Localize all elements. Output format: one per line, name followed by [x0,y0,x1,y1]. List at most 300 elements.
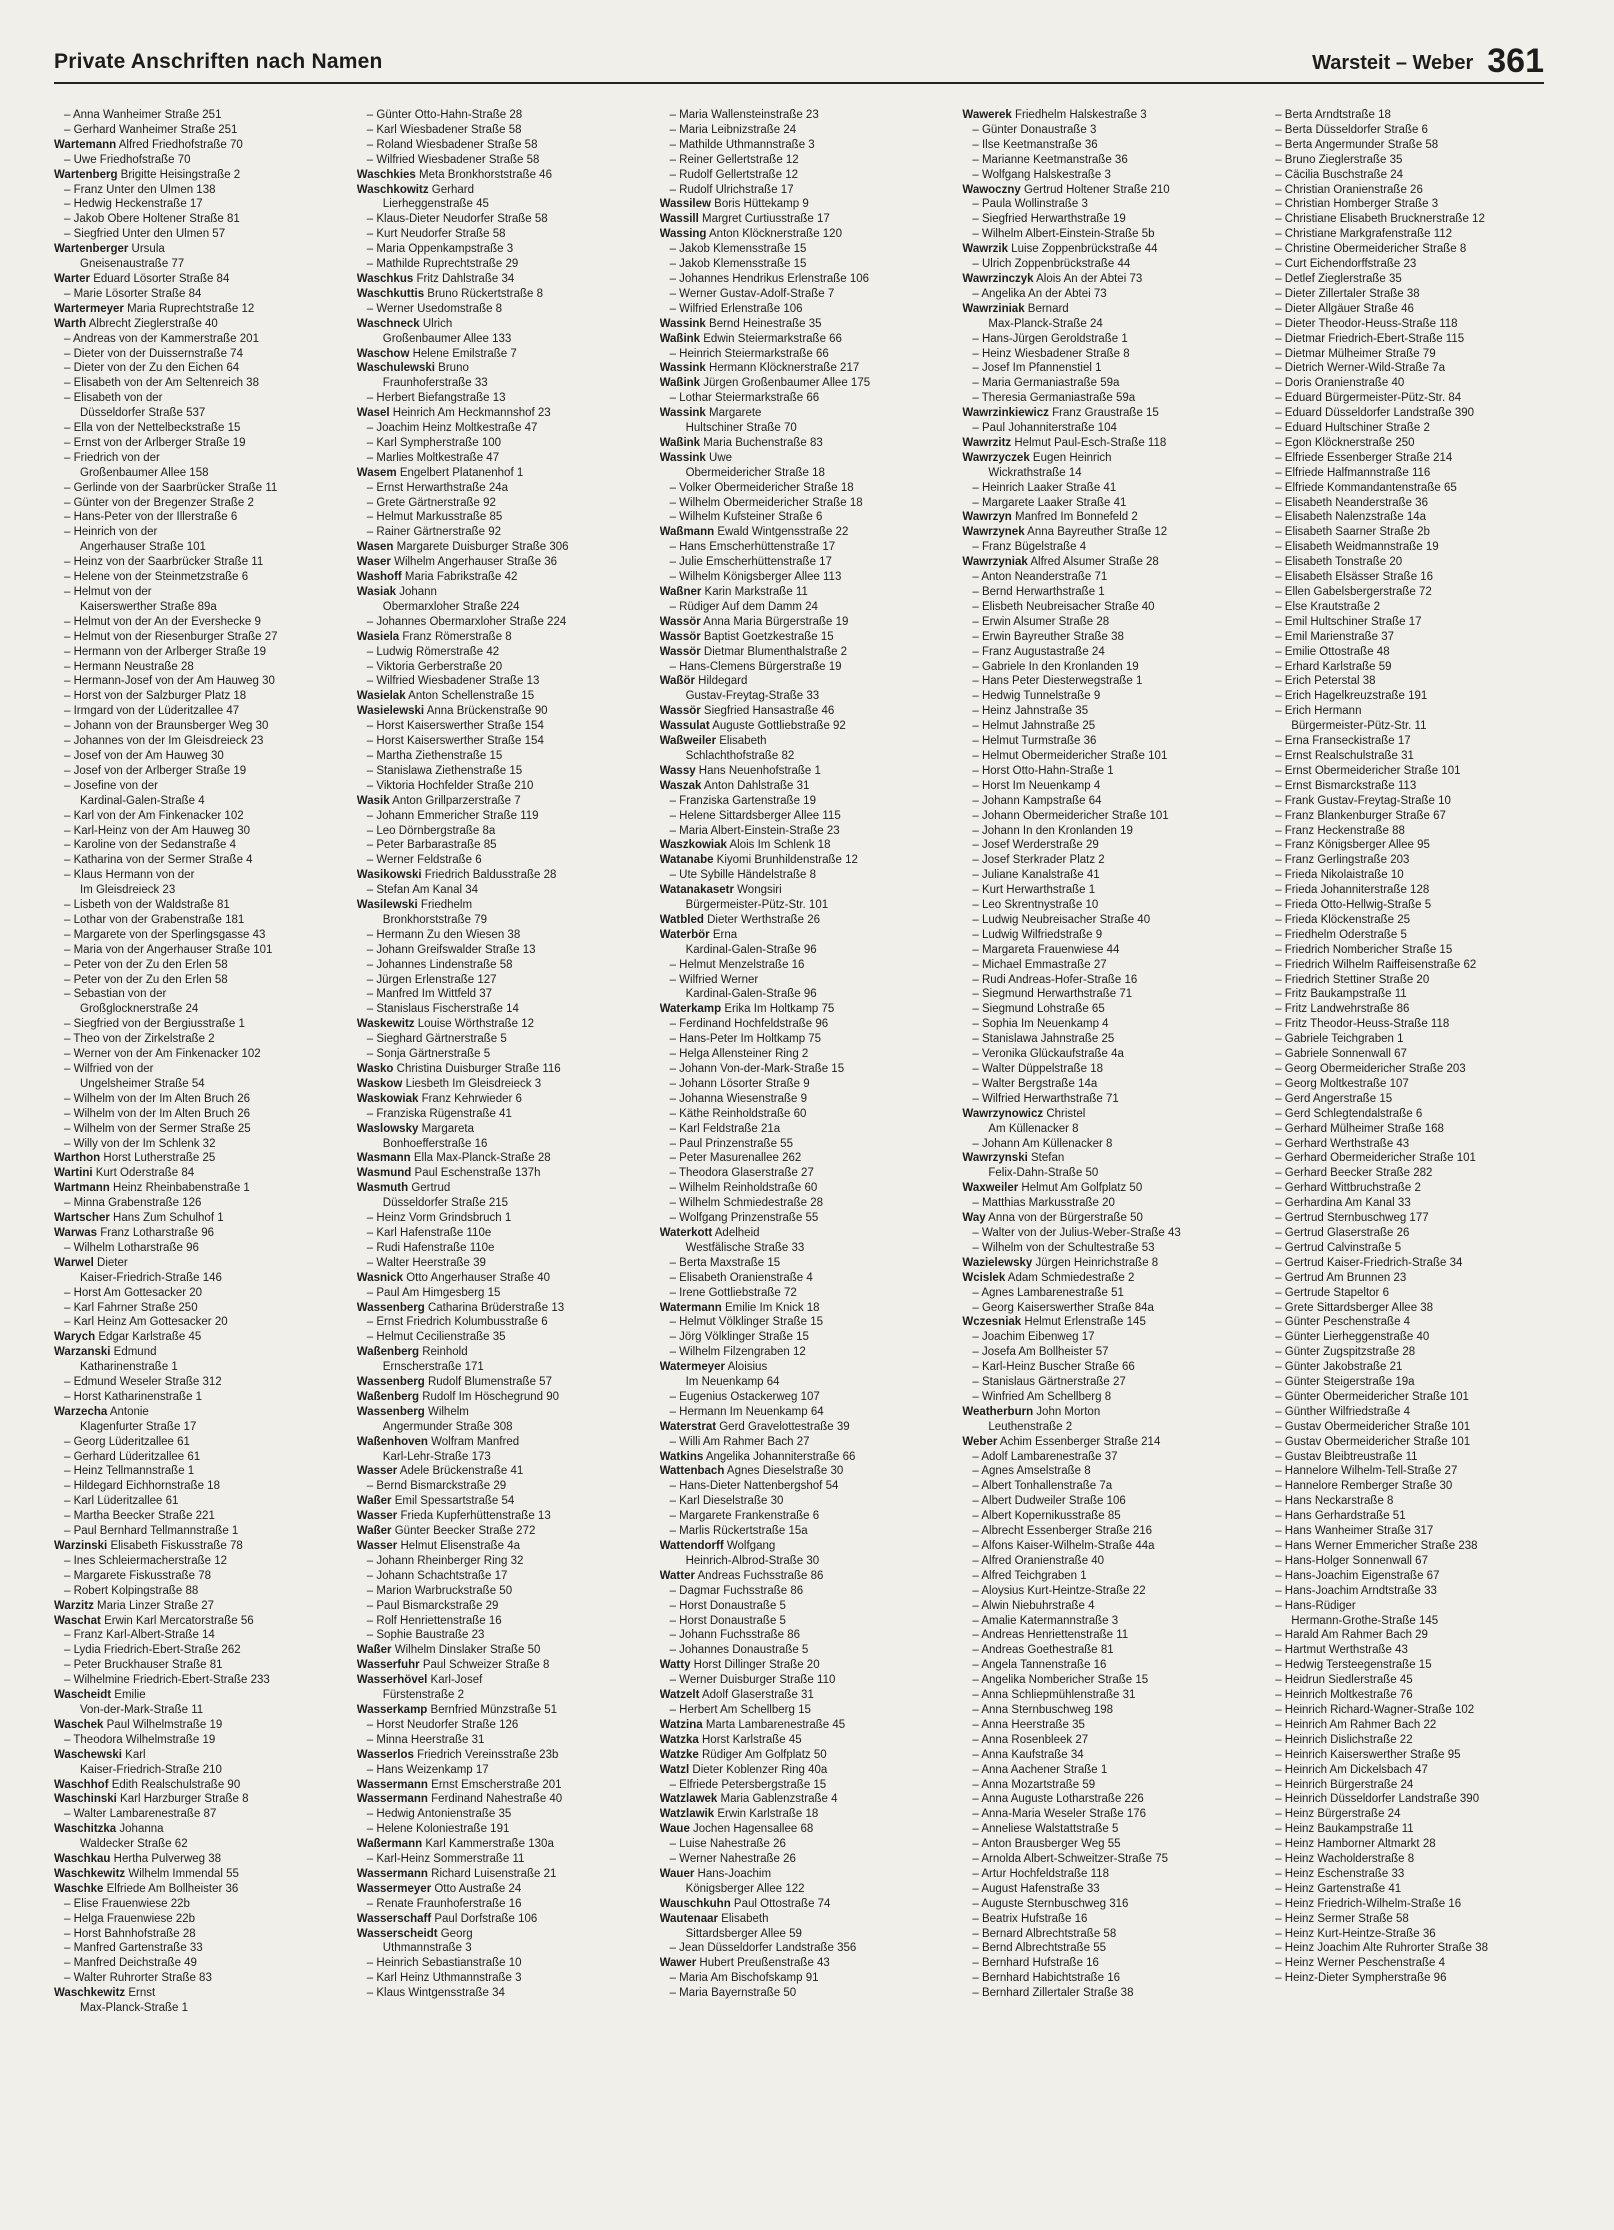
directory-entry: Wasikowski Friedrich Baldusstraße 28 [356,869,557,882]
directory-entry: Waschinski Karl Harzburger Straße 8 [54,1793,249,1806]
directory-entry: Wasserscheidt Georg Uthmannstraße 3 [357,1927,636,1957]
directory-entry: – Doris Oranienstraße 40 [1275,377,1405,390]
directory-entry: – Ernst Herwarthstraße 24a [366,481,509,494]
directory-entry: – Albert Kopernikusstraße 85 [972,1510,1121,1523]
directory-entry: – Ute Sybille Händelstraße 8 [669,869,816,882]
directory-entry: Waschke Elfriede Am Bollheister 36 [54,1882,239,1895]
directory-entry: – Rolf Henriettenstraße 16 [366,1614,502,1627]
directory-entry: Warzanski Edmund Katharinenstraße 1 [54,1345,333,1375]
surname: Watbled [659,913,704,926]
directory-entry: – Erich Hagelkreuzstraße 191 [1275,690,1428,703]
directory-entry: – Elfriede Essenberger Straße 214 [1275,451,1453,464]
directory-entry: – Karl Heinz Am Gottesacker 20 [64,1316,228,1329]
directory-entry: – Johann In den Kronlanden 19 [972,824,1133,837]
surname: Wattenbach [659,1465,725,1478]
address-continuation: Gustav-Freytag-Straße 33 [685,690,820,703]
directory-entry: Watty Horst Dillinger Straße 20 [659,1659,820,1672]
directory-entry: – Johann Am Küllenacker 8 [972,1137,1113,1150]
directory-entry: Wattendorff Wolfgang Heinrich-Albrod-Straße 30 [660,1539,939,1569]
directory-entry: – Heinz Wacholderstraße 8 [1275,1853,1415,1866]
directory-entry: Warzecha Antonie Klagenfurter Straße 17 [54,1405,333,1435]
directory-entry: – Johanna Wiesenstraße 9 [669,1092,808,1105]
directory-entry: – Helmut von der Kaiserswerther Straße 89a [54,585,333,615]
directory-entry: – Gerhard Wittbruchstraße 2 [1275,1182,1421,1195]
address-continuation: Im Gleisdreieck 23 [80,884,176,897]
directory-entry: – Alfred Teichgraben 1 [972,1569,1087,1582]
surname: Wartscher [54,1212,110,1225]
surname: Wartenberger [54,243,129,256]
address-continuation: Gneisenaustraße 77 [80,258,185,271]
directory-entry: – Gertrud Calvinstraße 5 [1275,1241,1402,1254]
directory-entry: Wassenberg Rudolf Blumenstraße 57 [356,1376,552,1389]
directory-entry: Wasser Frieda Kupferhüttenstraße 13 [356,1510,551,1523]
directory-entry: – Ferdinand Hochfeldstraße 96 [669,1018,829,1031]
directory-entry: – Albert Dudweiler Straße 106 [972,1495,1126,1508]
directory-entry: – Wolfgang Halskestraße 3 [972,168,1111,181]
directory-entry: – Paul Am Himgesberg 15 [366,1286,501,1299]
directory-entry: – Amalie Katermannstraße 3 [972,1614,1119,1627]
address-continuation: Fürstenstraße 2 [382,1689,464,1702]
directory-entry: – Heinrich Moltkestraße 76 [1275,1689,1413,1702]
directory-entry: – Friedrich von der Großenbaumer Allee 158 [54,451,333,481]
directory-entry: Watzlawik Erwin Karlstraße 18 [659,1808,819,1821]
surname: Waschkies [356,168,416,181]
directory-entry: – Ella von der Nettelbeckstraße 15 [64,422,241,435]
directory-entry: – Siegmund Lohstraße 65 [972,1003,1105,1016]
directory-entry: – Gertrud Kaiser-Friedrich-Straße 34 [1275,1256,1463,1269]
directory-entry: – Berta Maxstraße 15 [669,1256,781,1269]
directory-entry: – Johannes Donaustraße 5 [669,1644,809,1657]
directory-entry: Waßör Hildegard Gustav-Freytag-Straße 33 [660,674,939,704]
surname: Watter [659,1569,695,1582]
directory-entry: – Emilie Ottostraße 48 [1275,645,1390,658]
directory-entry: – Siegmund Herwarthstraße 71 [972,988,1133,1001]
directory-entry: – Gerhard Mülheimer Straße 168 [1275,1122,1444,1135]
directory-entry: Wassulat Auguste Gottliebstraße 92 [659,720,846,733]
directory-entry: – Winfried Am Schellberg 8 [972,1390,1112,1403]
surname: Wasielewski [356,705,425,718]
directory-entry: – Christian Oranienstraße 26 [1275,183,1423,196]
directory-entry: – Angelika An der Abtei 73 [972,287,1107,300]
surname: Wazielewsky [962,1256,1033,1269]
directory-entry: – Elisabeth Neanderstraße 36 [1275,496,1428,509]
surname: Wattendorff [659,1540,724,1552]
directory-entry: Warych Edgar Karlstraße 45 [54,1331,202,1344]
directory-entry: Wassermann Ernst Emscherstraße 201 [356,1778,562,1791]
directory-entry: Wawrzyniak Alfred Alsumer Straße 28 [962,556,1159,569]
directory-entry: – Heidrun Siedlerstraße 45 [1275,1674,1413,1687]
directory-entry: – Elisabeth Oranienstraße 4 [669,1271,813,1284]
directory-entry: – Bernd Albrechtstraße 55 [972,1942,1106,1955]
directory-entry: – Heinz Vorm Grindsbruch 1 [366,1212,512,1225]
directory-entry: – Heinz Kurt-Heintze-Straße 36 [1275,1927,1436,1940]
directory-entry: Waszak Anton Dahlstraße 31 [659,779,810,792]
directory-entry: – Anna Mozartstraße 59 [972,1778,1096,1791]
surname: Warwel [54,1256,94,1269]
surname: Wassenberg [356,1405,425,1418]
directory-entry: Wasser Adele Brückenstraße 41 [356,1465,524,1478]
directory-entry: – Walter Bergstraße 14a [972,1077,1098,1090]
address-continuation: Im Neuenkamp 64 [685,1376,780,1389]
directory-entry: – Minna Grabenstraße 126 [64,1197,202,1210]
surname: Wassör [659,645,701,658]
directory-entry: – Cäcilia Buschstraße 24 [1275,168,1404,181]
directory-entry: – Günter Jakobstraße 21 [1275,1361,1403,1374]
surname: Wassermann [356,1778,428,1791]
directory-entry: Waschek Paul Wilhelmstraße 19 [54,1718,223,1731]
surname: Waschulewski [356,362,435,375]
surname: Warter [54,272,90,285]
directory-entry: Waßmann Ewald Wintgensstraße 22 [659,526,849,539]
directory-entry: – Margarete Frankenstraße 6 [669,1510,820,1523]
directory-entry: – Bernhard Hufstraße 16 [972,1957,1099,1970]
surname: Wasem [356,466,397,479]
directory-entry: – Wilhelm Lotharstraße 96 [64,1241,199,1254]
directory-entry: Watzke Rüdiger Am Golfplatz 50 [659,1748,827,1761]
surname: Watzke [659,1748,699,1761]
directory-entry: – Jean Düsseldorfer Landstraße 356 [669,1942,857,1955]
directory-entry: – Ernst Bismarckstraße 113 [1275,779,1417,792]
address-continuation: Königsberger Allee 122 [685,1882,805,1895]
directory-entry: – Gerhard Beecker Straße 282 [1275,1167,1433,1180]
surname: Wascheidt [54,1689,112,1702]
surname: Watty [659,1659,691,1672]
directory-entry: – Dieter Zillertaler Straße 38 [1275,287,1420,300]
directory-entry: – Anton Neanderstraße 71 [972,571,1108,584]
address-continuation: Felix-Dahn-Straße 50 [988,1167,1099,1180]
directory-entry: – Sebastian von der Großglocknerstraße 24 [54,987,333,1017]
directory-entry: – Manfred Gartenstraße 33 [64,1942,203,1955]
directory-entry: Wattenbach Agnes Dieselstraße 30 [659,1465,844,1478]
directory-entry: Wasmund Paul Eschenstraße 137h [356,1167,541,1180]
directory-entry: Waßermann Karl Kammerstraße 130a [356,1838,554,1851]
directory-entry: Wassink Margarete Hultschiner Straße 70 [660,406,939,436]
directory-entry: Waschkuttis Bruno Rückertstraße 8 [356,287,543,300]
directory-entry: – Georg Moltkestraße 107 [1275,1077,1409,1090]
directory-entry: – Heinrich Bürgerstraße 24 [1275,1778,1414,1791]
directory-entry: – Siegfried Herwarthstraße 19 [972,213,1126,226]
directory-entry: – Anneliese Walstattstraße 5 [972,1823,1119,1836]
directory-entry: – Siegfried Unter den Ulmen 57 [64,228,226,241]
surname: Waschkau [54,1853,111,1866]
surname: Wauschkuhn [659,1897,731,1910]
address-continuation: Am Küllenacker 8 [988,1122,1079,1135]
directory-entry: Waskowiak Franz Kehrwieder 6 [356,1092,522,1105]
directory-entry: – Anna Rosenbleek 27 [972,1733,1089,1746]
surname: Wassilew [659,198,711,211]
directory-entry: – Anna Schliepmühlenstraße 31 [972,1689,1136,1702]
surname: Wawrzinkiewicz [962,407,1049,420]
surname: Wartemann [54,138,117,151]
directory-entry: – Robert Kolpingstraße 88 [64,1584,199,1597]
directory-entry: – Viktoria Hochfelder Straße 210 [366,779,534,792]
address-continuation: Heinrich-Albrod-Straße 30 [685,1554,820,1567]
directory-entry: – Johann Lösorter Straße 9 [669,1077,810,1090]
directory-entry: Weber Achim Essenberger Straße 214 [962,1435,1161,1448]
directory-entry: – Anna Kaufstraße 34 [972,1748,1084,1761]
directory-entry: – Erich Hermann Bürgermeister-Pütz-Str. 11 [1265,704,1544,734]
directory-entry: – Peter Bruckhauser Straße 81 [64,1659,223,1672]
directory-entry: – Gustav Bleibtreustraße 11 [1275,1450,1418,1463]
directory-entry: – Hans-Clemens Bürgerstraße 19 [669,660,842,673]
directory-entry: – Sieghard Gärtnerstraße 5 [366,1033,507,1046]
address-continuation: Obermarxloher Straße 224 [382,600,520,613]
directory-entry: – Sonja Gärtnerstraße 5 [366,1048,491,1061]
surname: Waszkowiak [659,839,727,852]
directory-entry: – Detlef Zieglerstraße 35 [1275,272,1402,285]
directory-entry: – Hannelore Wilhelm-Tell-Straße 27 [1275,1465,1458,1478]
directory-entry: – Johann Rheinberger Ring 32 [366,1554,524,1567]
directory-entry: – Beatrix Hufstraße 16 [972,1912,1088,1925]
directory-entry: Wassilew Boris Hüttekamp 9 [659,198,809,211]
directory-entry: – Eugenius Ostackerweg 107 [669,1390,820,1403]
directory-entry: – Bernd Herwarthstraße 1 [972,586,1105,598]
directory-entry: – Werner Usedomstraße 8 [366,302,503,315]
surname: Wasmann [356,1152,411,1165]
directory-entry: – Franz Unter den Ulmen 138 [64,183,216,196]
directory-entry: – Ilse Keetmanstraße 36 [972,138,1098,151]
directory-entry: – Ernst Obermeidericher Straße 101 [1275,764,1461,777]
directory-entry: – Hans Weizenkamp 17 [366,1763,489,1776]
directory-entry: – Michael Emmastraße 27 [972,958,1107,971]
directory-entry: Warwel Dieter Kaiser-Friedrich-Straße 146 [54,1256,333,1286]
directory-entry: – Georg Lüderitzallee 61 [64,1435,190,1448]
directory-entry: – Emil Marienstraße 37 [1275,630,1395,643]
directory-entry: – Günter Zugspitzstraße 28 [1275,1346,1416,1359]
directory-entry: – Wilhelm Königsberger Allee 113 [669,571,842,584]
directory-entry: – Arnolda Albert-Schweitzer-Straße 75 [972,1853,1168,1866]
directory-entry: Wartmann Heinz Rheinbabenstraße 1 [54,1182,250,1195]
directory-entry: – Franz Karl-Albert-Straße 14 [64,1629,215,1642]
directory-entry: – Christiane Markgrafenstraße 112 [1275,228,1453,241]
directory-entry: – Franz Heckenstraße 88 [1275,824,1405,837]
directory-entry: – Reiner Gellertstraße 12 [669,153,799,166]
directory-entry: – Karl von der Am Finkenacker 102 [64,809,244,822]
directory-entry: – Peter von der Zu den Erlen 58 [64,958,228,971]
surname: Waue [659,1823,690,1836]
directory-entry: – Günther Wilfriedstraße 4 [1275,1405,1411,1418]
column-5 [1265,108,1544,2208]
directory-entry: – Friedhelm Oderstraße 5 [1275,928,1407,941]
directory-entry: – Ludwig Wilfriedstraße 9 [972,928,1103,941]
directory-entry: – Rainer Gärtnerstraße 92 [366,526,502,539]
directory-entry: – Dieter Theodor-Heuss-Straße 118 [1275,317,1458,330]
surname: Watzl [659,1763,690,1776]
surname: Wasko [356,1063,394,1075]
directory-entry: Waßink Maria Buchenstraße 83 [659,436,823,449]
directory-entry: Wauschkuhn Paul Ottostraße 74 [659,1897,831,1910]
directory-entry: – Johannes Lindenstraße 58 [366,958,513,971]
directory-entry: – Wilhelm von der Sermer Straße 25 [64,1122,251,1135]
directory-entry: – Horst Neudorfer Straße 126 [366,1718,519,1731]
directory-entry: – Dietmar Mülheimer Straße 79 [1275,347,1436,360]
surname: Wassermann [356,1793,428,1806]
directory-entry: – Wilhelm Albert-Einstein-Straße 5b [972,228,1155,241]
page-number: 361 [1487,42,1544,80]
directory-entry: – Jakob Obere Holtener Straße 81 [64,213,240,226]
directory-entry: Waßweiler Elisabeth Schlachthofstraße 82 [660,734,939,764]
surname: Wawrzinczyk [962,272,1034,285]
directory-entry: Watzelt Adolf Glaserstraße 31 [659,1689,814,1702]
surname: Watkins [659,1450,704,1463]
directory-entry: – Erich Peterstal 38 [1275,675,1376,688]
directory-entry: – Rudolf Ulrichstraße 17 [669,183,794,196]
directory-entry: – Günter Peschenstraße 4 [1275,1316,1411,1329]
surname: Wawrzynek [962,526,1025,539]
directory-entry: – Horst Katharinenstraße 1 [64,1390,203,1403]
directory-entry: – Hermann-Josef von der Am Hauweg 30 [64,675,275,688]
directory-entry: – Albrecht Essenberger Straße 216 [972,1525,1153,1538]
directory-entry: – Stanislawa Ziethenstraße 15 [366,764,523,777]
directory-entry: – Walter von der Julius-Weber-Straße 43 [972,1226,1181,1239]
directory-entry: – Maria Oppenkampstraße 3 [366,243,514,256]
directory-entry: Waschkau Hertha Pulverweg 38 [54,1853,222,1866]
directory-entry: – Günter Steigerstraße 19a [1275,1376,1415,1389]
directory-entry: Wawrzinczyk Alois An der Abtei 73 [962,272,1143,285]
directory-entry: – Mathilde Uthmannstraße 3 [669,138,815,151]
directory-entry: Wawrzyn Manfred Im Bonnefeld 2 [962,511,1138,524]
directory-entry: – Bernd Bismarckstraße 29 [366,1480,507,1493]
surname: Waßer [356,1525,392,1538]
directory-entry: Wassör Dietmar Blumenthalstraße 2 [659,645,848,658]
address-continuation: Karl-Lehr-Straße 173 [382,1450,491,1463]
surname: Waser [356,556,391,569]
surname: Watanakasetr [659,884,734,897]
directory-entry: – Maria Am Bischofskamp 91 [669,1972,819,1985]
directory-entry: – Karl Heinz Uthmannstraße 3 [366,1972,522,1985]
surname: Waßink [659,377,701,390]
surname: Wawrzynski [962,1152,1028,1165]
directory-entry: – Anton Brausberger Weg 55 [972,1838,1121,1851]
directory-entry: – Wilhelm von der Im Alten Bruch 26 [64,1107,250,1120]
directory-entry: – Rudolf Gellertstraße 12 [669,168,799,181]
directory-entry: Waßink Jürgen Großenbaumer Allee 175 [659,377,871,390]
directory-entry: – Frieda Nikolaistraße 10 [1275,869,1404,882]
surname: Wasserkamp [356,1703,428,1716]
surname: Wasnick [356,1271,404,1284]
surname: Wawrzyn [962,511,1012,524]
directory-entry: – Katharina von der Sermer Straße 4 [64,854,253,867]
address-continuation: Von-der-Mark-Straße 11 [80,1703,204,1716]
directory-entry: – Jakob Klemensstraße 15 [669,243,807,256]
directory-entry: – Josef Im Pfannenstiel 1 [972,362,1102,375]
directory-entry: – Gerhard Obermeidericher Straße 101 [1275,1152,1476,1165]
surname: Waschkowitz [356,183,429,196]
directory-entry: – Dieter Allgäuer Straße 46 [1275,302,1414,315]
directory-entry: – Hartmut Werthstraße 43 [1275,1644,1408,1657]
directory-entry: – Friedrich Stettiner Straße 20 [1275,973,1430,986]
surname: Wczesniak [962,1316,1022,1329]
directory-entry: – Hans Werner Emmericher Straße 238 [1275,1540,1478,1552]
directory-entry: – Gerhard Lüderitzallee 61 [64,1450,201,1463]
directory-entry: – Wilhelm von der Schultestraße 53 [972,1241,1155,1254]
surname: Waßink [659,332,701,345]
directory-entry: – Rüdiger Auf dem Damm 24 [669,600,818,613]
directory-entry: – Heinrich von der Angerhauser Straße 101 [54,525,333,555]
surname: Waßermann [356,1838,423,1851]
directory-entry: – Gerhard Werthstraße 43 [1275,1137,1410,1150]
directory-entry: – Gertrud Am Brunnen 23 [1275,1271,1407,1284]
directory-entry: – Georg Kaiserswerther Straße 84a [972,1301,1154,1314]
directory-entry: – Luise Nahestraße 26 [669,1838,786,1851]
directory-entry: – Frieda Klöckenstraße 25 [1275,913,1411,926]
directory-entry: – Elisabeth Weidmannstraße 19 [1275,541,1439,554]
directory-entry: – Kurt Neudorfer Straße 58 [366,228,506,241]
directory-entry: – Eduard Düsseldorfer Landstraße 390 [1275,407,1475,420]
surname: Wawrziniak [962,302,1025,315]
directory-entry: Watzka Horst Karlstraße 45 [659,1733,802,1746]
surname: Waskow [356,1077,403,1090]
directory-entry: – Helene Koloniestraße 191 [366,1823,510,1836]
surname: Wassör [659,630,701,643]
directory-entry: Wautenaar Elisabeth Sittardsberger Allee 59 [660,1912,939,1942]
directory-entry: – Hans-Rüdiger Hermann-Grothe-Straße 145 [1265,1599,1544,1629]
surname: Wasserlos [356,1748,414,1761]
directory-entry: – Jakob Klemensstraße 15 [669,258,807,271]
directory-entry: – Elfriede Petersbergstraße 15 [669,1778,827,1791]
directory-entry: Wawer Hubert Preußenstraße 43 [659,1957,830,1970]
directory-entry: – Stanislawa Jahnstraße 25 [972,1033,1115,1046]
directory-entry: Wasik Anton Grillparzerstraße 7 [356,794,521,807]
address-continuation: Bürgermeister-Pütz-Str. 11 [1291,720,1427,733]
directory-entry: Wawoczny Gertrud Holtener Straße 210 [962,183,1170,196]
address-continuation: Kaiser-Friedrich-Straße 146 [80,1271,222,1284]
directory-entry: – Margareta Frauenwiese 44 [972,943,1120,956]
directory-entry: – Martha Beecker Straße 221 [64,1510,215,1523]
directory-entry: Waxweiler Helmut Am Golfplatz 50 [962,1182,1143,1195]
surname: Waßner [659,586,702,598]
directory-entry: – Horst Bahnhofstraße 28 [64,1927,196,1940]
address-continuation: Kaiserswerther Straße 89a [80,600,217,613]
surname: Waskowiak [356,1092,419,1105]
directory-entry: – Gabriele Sonnenwall 67 [1275,1048,1407,1061]
column-3 [660,108,939,2208]
directory-entry: Waterkott Adelheid Westfälische Straße 33 [660,1226,939,1256]
directory-entry: Wawrzynowicz Christel Am Küllenacker 8 [962,1107,1241,1137]
directory-entry: – Dagmar Fuchsstraße 86 [669,1584,804,1597]
directory-entry: Waschkewitz Wilhelm Immendal 55 [54,1867,239,1880]
directory-entry: – Aloysius Kurt-Heintze-Straße 22 [972,1584,1146,1597]
directory-entry: Waue Jochen Hagensallee 68 [659,1823,814,1836]
directory-entry: – Berta Arndtstraße 18 [1275,109,1391,121]
directory-entry: – Gertrude Stapeltor 6 [1275,1286,1389,1299]
directory-entry: – Hans Peter Diesterwegstraße 1 [972,675,1143,688]
directory-entry: – Minna Heerstraße 31 [366,1733,485,1746]
surname: Waschhof [54,1778,109,1791]
directory-entry: Wassink Uwe Obermeidericher Straße 18 [660,451,939,481]
directory-entry: – Paul Prinzenstraße 55 [669,1137,793,1150]
directory-entry: – Berta Düsseldorfer Straße 6 [1275,123,1428,136]
directory-entry: – Frank Gustav-Freytag-Straße 10 [1275,794,1451,807]
directory-entry: – Heinz Hamborner Altmarkt 28 [1275,1838,1436,1851]
directory-entry: – Egon Klöcknerstraße 250 [1275,436,1415,449]
directory-entry: – Ernst Friedrich Kolumbusstraße 6 [366,1316,548,1329]
directory-entry: – Maria Bayernstraße 50 [669,1987,797,2000]
directory-entry: – Ines Schleiermacherstraße 12 [64,1554,227,1567]
directory-entry: – Harald Am Rahmer Bach 29 [1275,1629,1428,1642]
directory-entry: – Fritz Theodor-Heuss-Straße 118 [1275,1018,1450,1031]
directory-entry: – Karl Lüderitzallee 61 [64,1495,179,1508]
directory-entry: – Artur Hochfeldstraße 118 [972,1867,1109,1880]
directory-entry: – Emil Hultschiner Straße 17 [1275,615,1422,628]
address-continuation: Düsseldorfer Straße 537 [80,407,206,420]
surname: Wassink [659,451,706,464]
directory-entry: Wasserhövel Karl-Josef Fürstenstraße 2 [357,1673,636,1703]
directory-entry: – Karl Dieselstraße 30 [669,1495,784,1508]
directory-entry: Wasmuth Gertrud Düsseldorfer Straße 215 [357,1181,636,1211]
directory-entry: Wasserschaff Paul Dorfstraße 106 [356,1912,538,1925]
surname: Watzina [659,1718,703,1731]
